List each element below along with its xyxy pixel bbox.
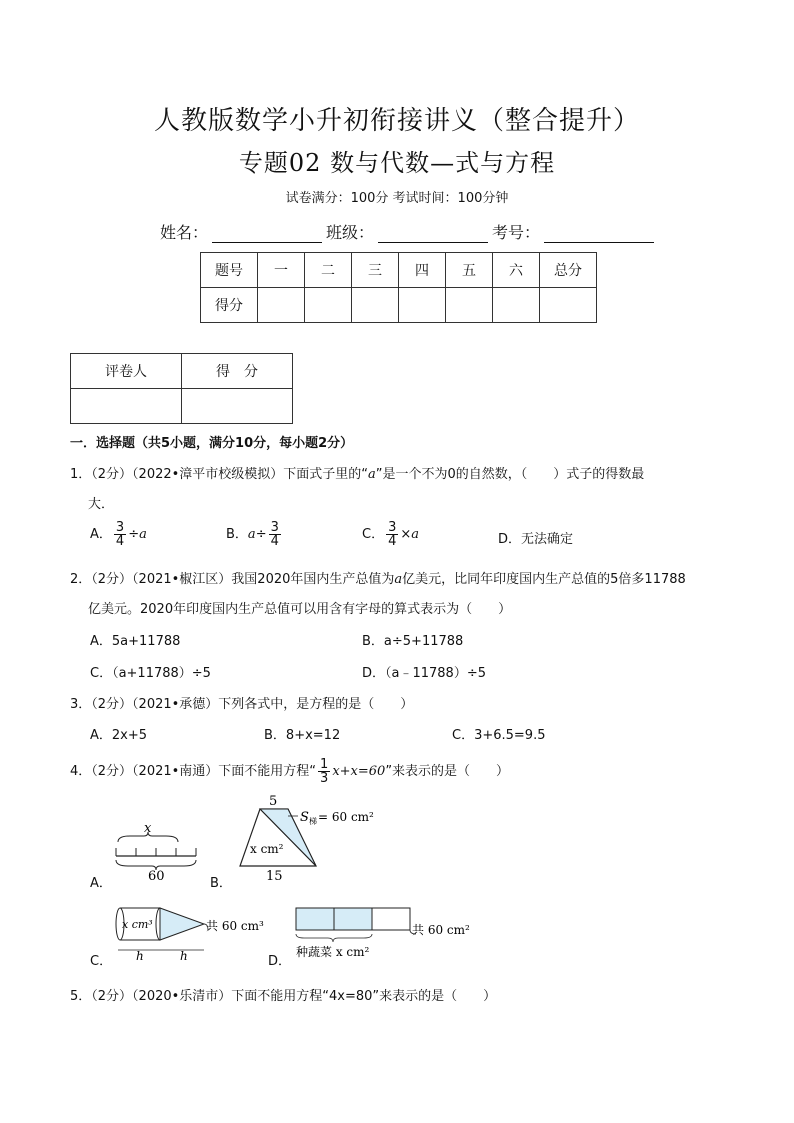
q2-option-d[interactable]: D．（a﹣11788）÷5	[362, 666, 486, 681]
fig-b-top-label: 5	[269, 794, 278, 809]
score-input-cell[interactable]	[493, 288, 540, 323]
fig-b-bottom-label: 15	[266, 869, 283, 882]
grader-input-cell[interactable]	[71, 389, 182, 424]
q1-var: a	[368, 467, 376, 482]
score-table-header-row	[201, 253, 597, 288]
question-2-line1	[70, 568, 686, 587]
fig-b-s-label: S	[300, 810, 309, 825]
q4-figure-c	[108, 900, 278, 964]
q1-option-d[interactable]: D．无法确定	[498, 532, 574, 547]
score-input-cell[interactable]	[540, 288, 597, 323]
score-table-score-row	[201, 288, 597, 323]
bar-segment	[372, 908, 410, 930]
score-cell: 五	[446, 253, 493, 288]
q4-option-d-label[interactable]: D．	[268, 954, 292, 969]
fig-b-x-label: x cm²	[250, 842, 284, 856]
fraction	[114, 521, 126, 548]
grader-score-label: 得 分	[182, 354, 293, 389]
brace-x	[118, 832, 178, 842]
q4-option-b-label[interactable]: B．	[210, 876, 232, 891]
q4-figure-b	[232, 792, 382, 882]
q1-option-b[interactable]	[226, 521, 283, 548]
grader-table	[70, 353, 293, 424]
q3-option-c[interactable]: C．3+6.5=9.5	[452, 728, 546, 743]
operator: ÷	[255, 527, 267, 542]
exam-meta: 试卷满分：100分 考试时间：100分钟	[285, 191, 509, 206]
bar-segment-shaded	[334, 908, 372, 930]
score-input-cell[interactable]	[352, 288, 399, 323]
fraction	[386, 521, 398, 548]
q4-text-post: ”来表示的是（ ）	[385, 764, 510, 779]
q2-option-a[interactable]: A．5a+11788	[90, 634, 181, 649]
score-row-label: 得分	[201, 288, 258, 323]
name-label: 姓名：	[160, 223, 209, 242]
fig-d-total: 共 60 cm²	[412, 923, 470, 937]
fig-b-area-label: = 60 cm²	[318, 810, 374, 824]
class-blank[interactable]	[378, 226, 488, 243]
q3-option-b[interactable]: B．8+x=12	[264, 728, 341, 743]
q1-option-c[interactable]	[362, 521, 419, 548]
fig-b-s-sub: 梯	[309, 817, 317, 826]
question-4	[70, 758, 509, 785]
class-label: 班级：	[326, 223, 375, 242]
var: a	[247, 527, 256, 542]
document-title: 人教版数学小升初衔接讲义（整合提升）	[153, 106, 640, 136]
q4-equation: x+x=60	[332, 764, 386, 779]
q2-option-b[interactable]: B．a÷5+11788	[362, 634, 464, 649]
fraction	[269, 521, 281, 548]
fig-c-h1: h	[136, 949, 144, 963]
question-1-line2: 大．	[88, 497, 115, 512]
operator: ×	[400, 527, 412, 542]
var: a	[411, 527, 420, 542]
q2-option-c[interactable]: C．（a+11788）÷5	[90, 666, 211, 681]
q2-text-post: 亿美元，比同年印度国内生产总值的5倍多11788	[402, 572, 686, 587]
score-cell: 总分	[540, 253, 597, 288]
frac-num: 3	[388, 520, 397, 535]
score-input-cell[interactable]	[399, 288, 446, 323]
frac-num: 3	[270, 520, 279, 535]
operator: ÷	[128, 527, 140, 542]
var: a	[139, 527, 147, 542]
frac-den: 3	[320, 771, 329, 786]
option-label: A．	[90, 527, 112, 542]
student-info-line	[160, 220, 658, 243]
fig-c-x-label: x cm³	[122, 918, 153, 931]
frac-den: 4	[115, 534, 125, 549]
q1-text-post: ”是一个不为0的自然数，（ ）式子的得数最	[375, 467, 645, 482]
q4-text-pre: 4．（2分）（2021•南通）下面不能用方程“	[70, 764, 317, 779]
grader-score-input-cell[interactable]	[182, 389, 293, 424]
grader-label: 评卷人	[71, 354, 182, 389]
question-2-line2: 亿美元。2020年印度国内生产总值可以用含有字母的算式表示为（ ）	[88, 602, 512, 617]
frac-num: 1	[320, 757, 329, 772]
section-heading: 一．选择题（共5小题，满分10分，每小题2分）	[70, 436, 354, 451]
fig-d-label: 种蔬菜 x cm²	[296, 945, 370, 959]
q2-text-pre: 2．（2分）（2021•椒江区）我国2020年国内生产总值为	[70, 572, 395, 587]
fig-a-60-label: 60	[148, 869, 165, 882]
q4-figure-a	[108, 820, 208, 882]
q4-option-c-label[interactable]: C．	[90, 954, 113, 969]
frac-den: 4	[270, 534, 279, 549]
brace-bottom	[296, 934, 372, 942]
frac-num: 3	[115, 520, 125, 535]
score-cell: 二	[305, 253, 352, 288]
score-cell: 四	[399, 253, 446, 288]
score-input-cell[interactable]	[446, 288, 493, 323]
option-label: C．	[362, 527, 385, 542]
name-blank[interactable]	[212, 226, 322, 243]
score-cell: 一	[258, 253, 305, 288]
q1-option-a[interactable]	[90, 521, 147, 548]
score-cell: 题号	[201, 253, 258, 288]
option-label: B．	[226, 527, 248, 542]
id-label: 考号：	[492, 223, 541, 242]
q4-figure-d	[292, 900, 492, 964]
question-1-line1	[70, 463, 644, 482]
document-subtitle: 专题02 数与代数—式与方程	[238, 149, 556, 177]
id-blank[interactable]	[544, 226, 654, 243]
frac-den: 4	[388, 534, 397, 549]
q2-var: a	[394, 572, 403, 587]
score-input-cell[interactable]	[258, 288, 305, 323]
q1-text-pre: 1．（2分）（2022•漳平市校级模拟）下面式子里的“	[70, 467, 369, 482]
score-cell: 六	[493, 253, 540, 288]
fig-c-h2: h	[180, 949, 188, 963]
q3-option-a[interactable]: A．2x+5	[90, 728, 148, 743]
fig-c-total: 共 60 cm³	[206, 919, 264, 933]
score-cell: 三	[352, 253, 399, 288]
question-3: 3．（2分）（2021•承德）下列各式中，是方程的是（ ）	[70, 697, 414, 712]
bar-segment-shaded	[296, 908, 334, 930]
cone	[160, 908, 204, 940]
question-5: 5．（2分）（2020•乐清市）下面不能用方程“4x=80”来表示的是（ ）	[70, 989, 497, 1004]
score-table	[200, 252, 597, 323]
fig-a-x-label: x	[144, 821, 152, 836]
fraction	[318, 758, 330, 785]
q4-option-a-label[interactable]: A．	[90, 876, 112, 891]
score-input-cell[interactable]	[305, 288, 352, 323]
